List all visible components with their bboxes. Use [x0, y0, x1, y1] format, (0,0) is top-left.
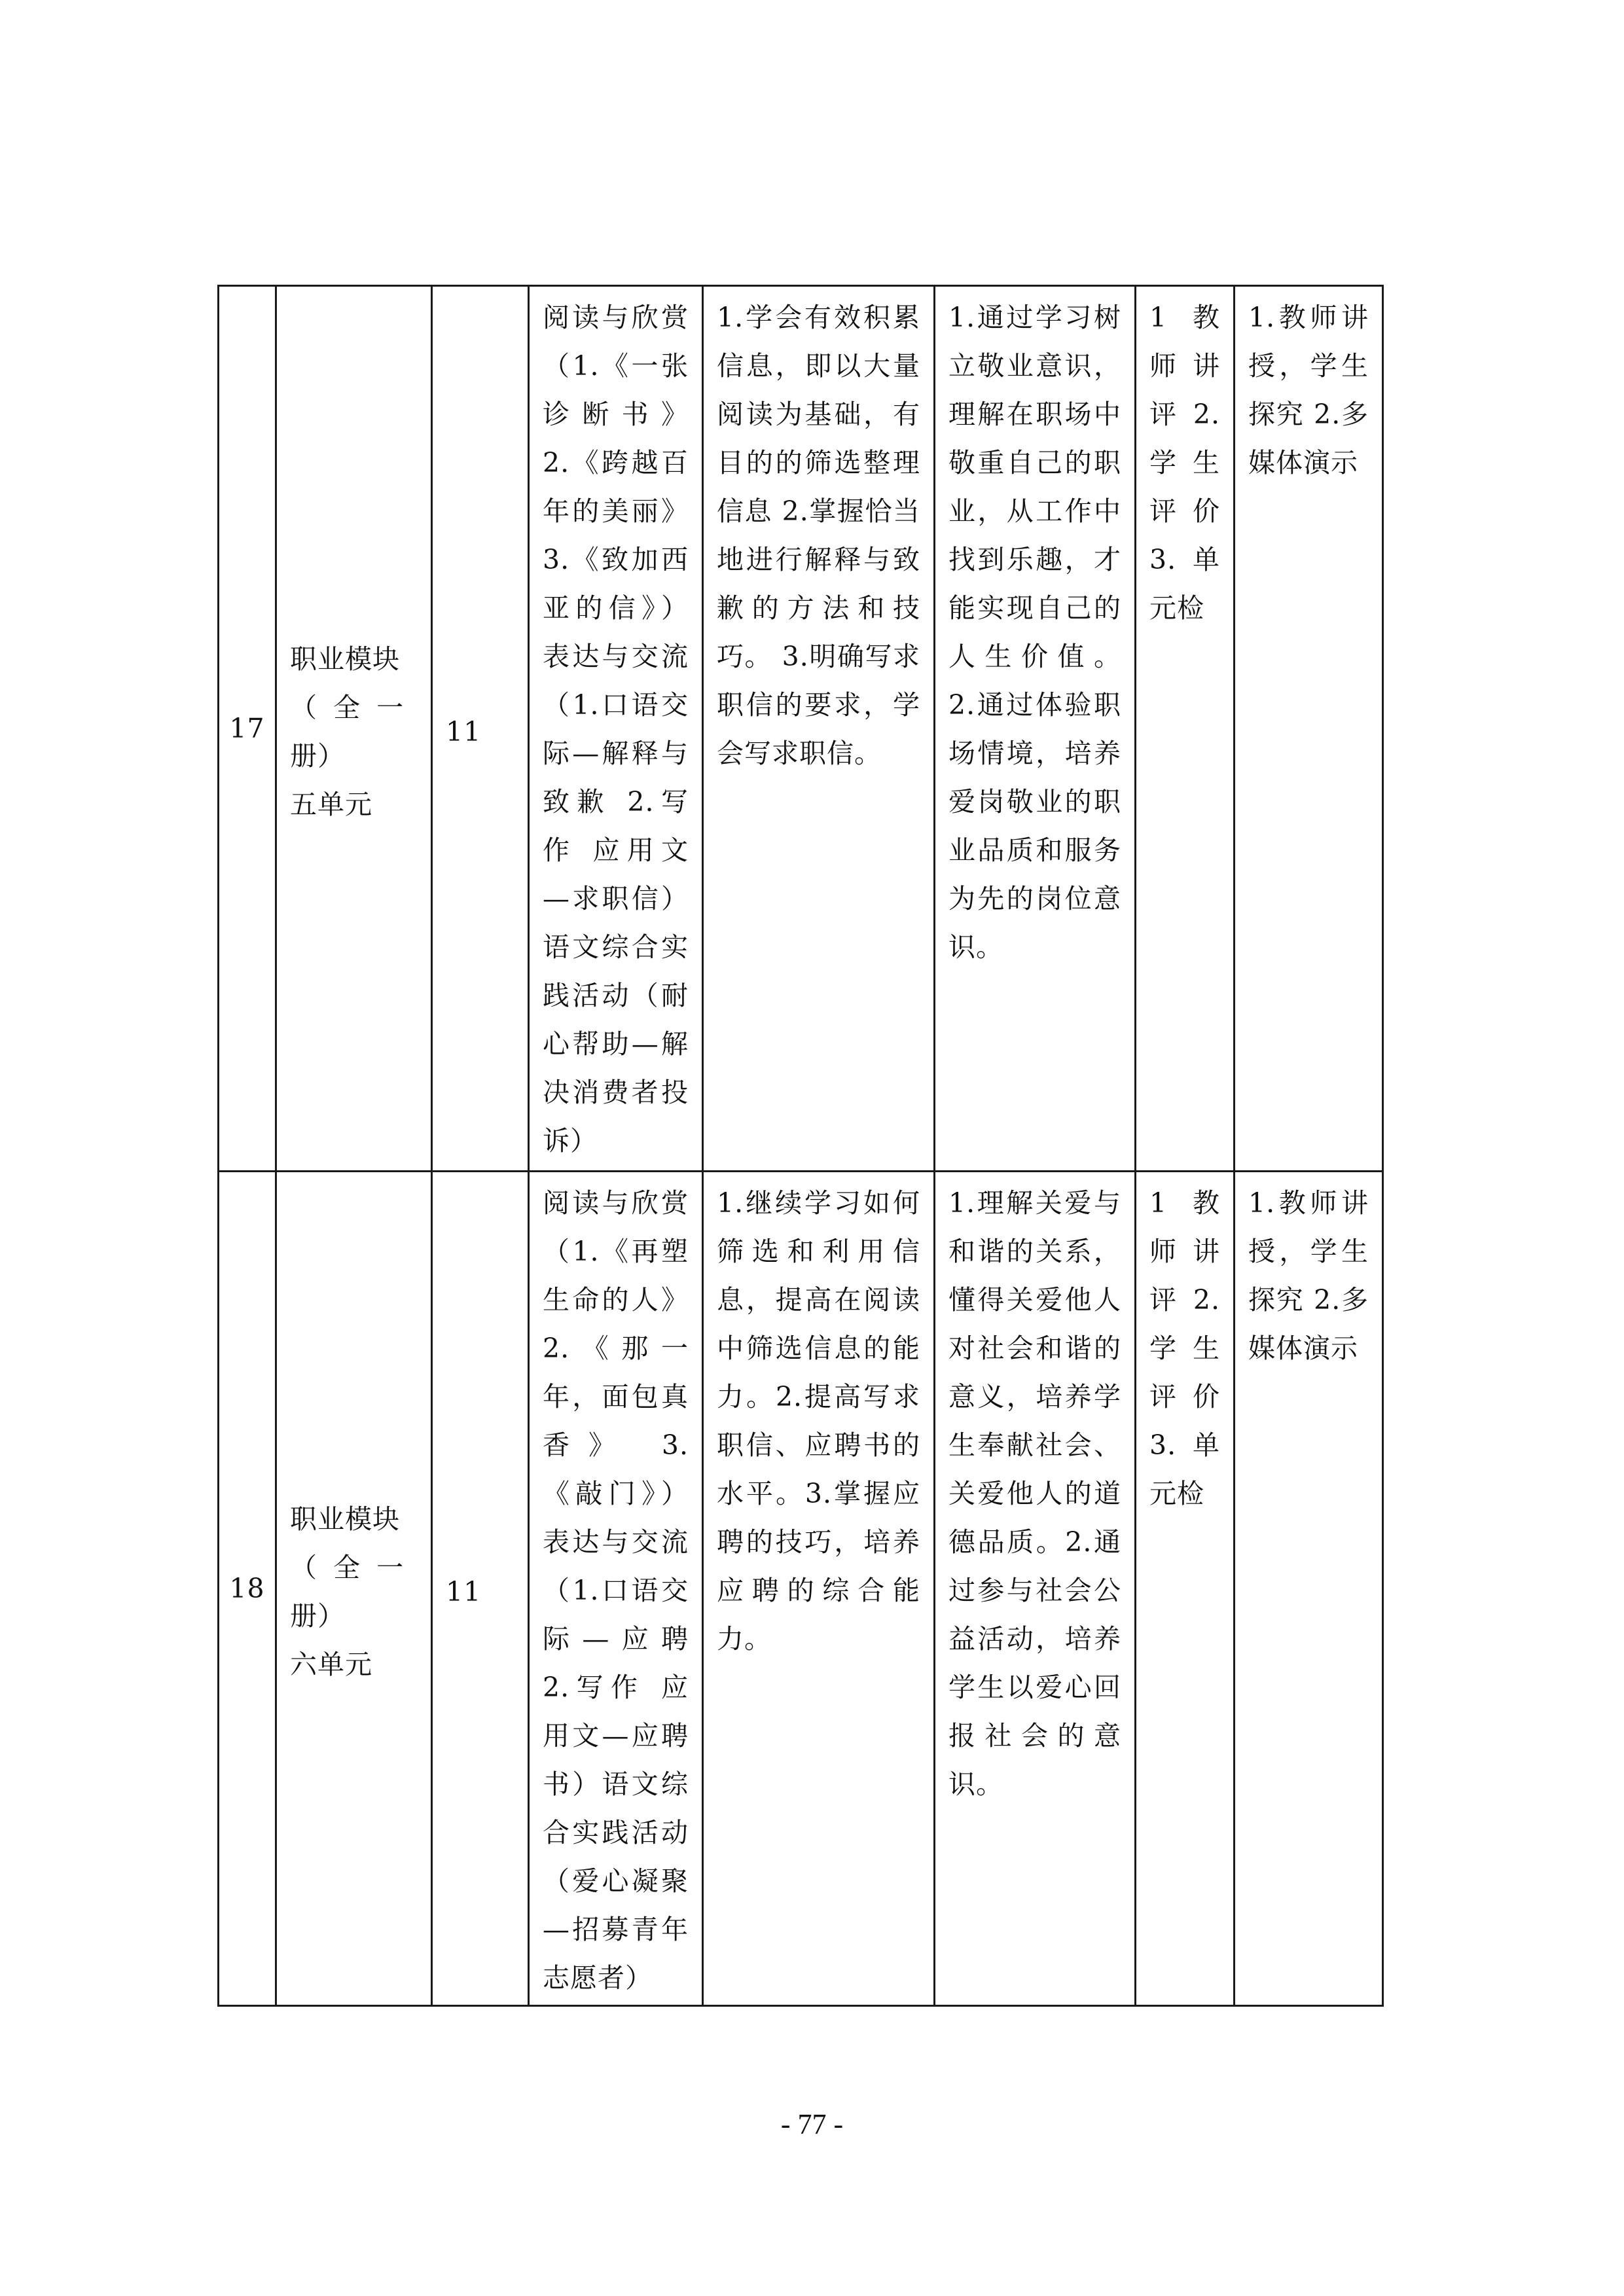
module-line: 六单元	[290, 1649, 372, 1680]
module-line: 册）	[290, 740, 345, 772]
quality-goal-cell: 1.理解关爱与和谐的关系，懂得关爱他人对社会和谐的意义，培养学生奉献社会、关爱他人的道德品质。2.通过参与社会公益活动，培养学生以爱心回报社会的意识。	[935, 1172, 1136, 2006]
evaluation-cell: 1 教师讲评 2.学生评价 3.单元检	[1136, 286, 1235, 1172]
row-number-cell: 18	[219, 1172, 276, 2006]
row-number-cell: 17	[219, 286, 276, 1172]
content-cell: 阅读与欣赏（1.《一张诊断书》 2.《跨越百年的美丽》 3.《致加西亚的信》）表达与交流（1.口语交际—解释与致歉 2.写作 应用文—求职信）语文综合实践活动（耐心帮助—解决消费者投诉）	[529, 286, 703, 1172]
hours-cell: 11	[432, 1172, 529, 2006]
module-line: 册）	[290, 1600, 345, 1632]
curriculum-table	[217, 285, 1384, 2007]
knowledge-goal-cell: 1.学会有效积累信息，即以大量阅读为基础，有目的的筛选整理信息 2.掌握恰当地进行解释与致歉的方法和技巧。 3.明确写求职信的要求，学会写求职信。	[703, 286, 935, 1172]
module-line: （ 全 一	[290, 692, 408, 723]
teaching-method-cell: 1.教师讲授，学生探究 2.多媒体演示	[1235, 1172, 1383, 2006]
evaluation-cell: 1 教师讲评 2.学生评价 3.单元检	[1136, 1172, 1235, 2006]
teaching-method-cell: 1.教师讲授，学生探究 2.多媒体演示	[1235, 286, 1383, 1172]
content-cell: 阅读与欣赏（1.《再塑生命的人》 2.《那一年，面包真香》 3.《敲门》）表达与交流（1.口语交际—应聘 2.写作 应用文—应聘书）语文综合实践活动（爱心凝聚—招募青年志愿者）	[529, 1172, 703, 2006]
module-cell	[276, 1172, 432, 2006]
module-cell	[276, 286, 432, 1172]
module-line: （ 全 一	[290, 1552, 408, 1583]
quality-goal-cell: 1.通过学习树立敬业意识，理解在职场中敬重自己的职业，从工作中找到乐趣，才能实现自己的人生价值。 2.通过体验职场情境，培养爱岗敬业的职业品质和服务为先的岗位意识。	[935, 286, 1136, 1172]
module-line: 职业模块	[290, 643, 400, 675]
table-row	[219, 1172, 1383, 2006]
page-number: - 77 -	[780, 2108, 844, 2140]
module-line: 职业模块	[290, 1503, 400, 1535]
knowledge-goal-cell: 1.继续学习如何筛选和利用信息，提高在阅读中筛选信息的能力。2.提高写求职信、应聘书的水平。3.掌握应聘的技巧，培养应聘的综合能力。	[703, 1172, 935, 2006]
module-line: 五单元	[290, 789, 372, 820]
hours-cell: 11	[432, 286, 529, 1172]
table-row	[219, 286, 1383, 1172]
